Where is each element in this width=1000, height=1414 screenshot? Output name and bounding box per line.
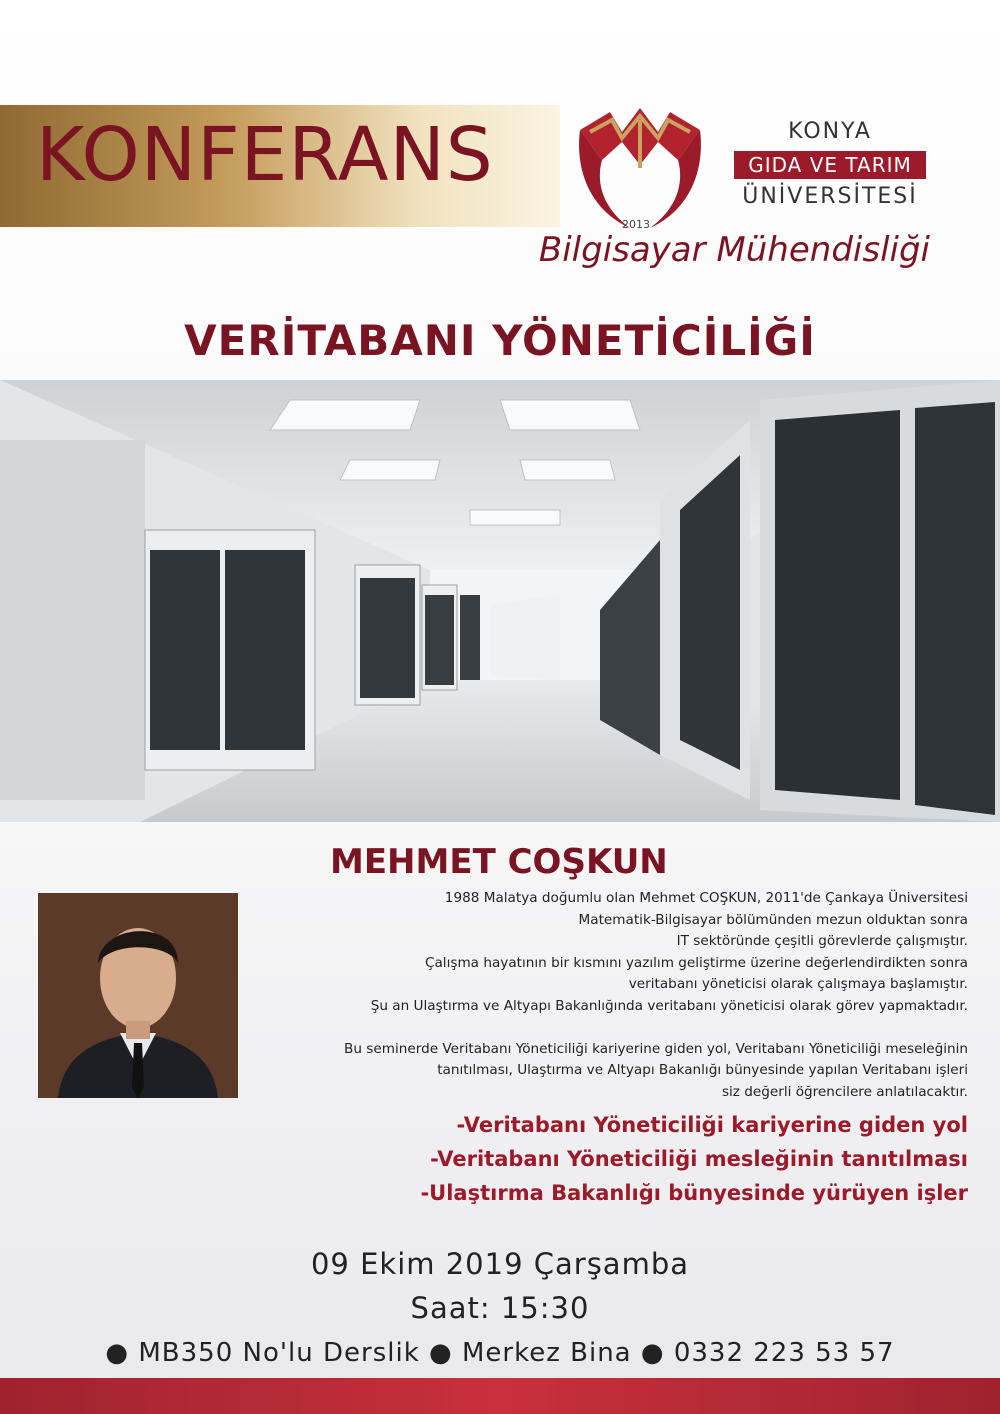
event-date: 09 Ekim 2019 Çarşamba <box>310 1247 690 1281</box>
schedule <box>0 1242 1000 1376</box>
department-name: Bilgisayar Mühendisliği <box>538 230 930 270</box>
bio-line: Matematik-Bilgisayar bölümünden mezun olduktan sonra <box>578 911 968 928</box>
bio-line: 1988 Malatya doğumlu olan Mehmet COŞKUN, 2011'de Çankaya Üniversitesi <box>444 890 968 906</box>
seminar-line: Bu seminerde Veritabanı Yöneticiliği kariyerine giden yol, Veritabanı Yöneticiliği meseleğinin <box>344 1040 968 1057</box>
seminar-line: tanıtılması, Ulaştırma ve Altyapı Bakanlığı bünyesinde yapılan Veritabanı işleri <box>437 1062 968 1079</box>
bio-line: Çalışma hayatının bir kısmını yazılım geliştirme üzerine değerlendirdikten sonra <box>424 954 968 971</box>
topic-item: -Veritabanı Yöneticiliği kariyerine giden yol <box>456 1113 968 1137</box>
event-time: Saat: 15:30 <box>410 1291 590 1325</box>
speaker-name: MEHMET COŞKUN <box>330 842 668 882</box>
university-line-1: KONYA <box>788 119 872 144</box>
bio-line: IT sektöründe çeşitli görevlerde çalışmıştır. <box>676 933 968 950</box>
footer-bar <box>0 1378 1000 1414</box>
event-title: VERİTABANI YÖNETİCİLİĞİ <box>184 316 816 365</box>
university-name <box>730 118 930 211</box>
logo-year: 2013 <box>622 218 650 231</box>
seminar-line: siz değerli öğrencilere anlatılacaktır. <box>721 1083 968 1100</box>
topic-list <box>250 1108 968 1210</box>
university-line-2: GIDA VE TARIM <box>734 151 926 179</box>
speaker-photo <box>38 893 238 1098</box>
university-logo <box>560 90 720 240</box>
university-line-3: ÜNİVERSİTESİ <box>742 183 918 209</box>
bio-line: veritabanı yöneticisi olarak çalışmaya başlamıştır. <box>628 976 968 993</box>
topic-item: -Ulaştırma Bakanlığı bünyesinde yürüyen işler <box>420 1181 968 1205</box>
banner-title: KONFERANS <box>36 112 494 198</box>
server-room-image <box>0 380 1000 822</box>
topic-item: -Veritabanı Yöneticiliği mesleğinin tanıtılması <box>430 1147 968 1171</box>
speaker-bio <box>250 888 968 1103</box>
bio-line: Şu an Ulaştırma ve Altyapı Bakanlığında veritabanı yöneticisi olarak görev yapmaktadır. <box>370 997 968 1014</box>
event-location: ● MB350 No'lu Derslik ● Merkez Bina ● 0332 223 53 57 <box>105 1338 895 1368</box>
